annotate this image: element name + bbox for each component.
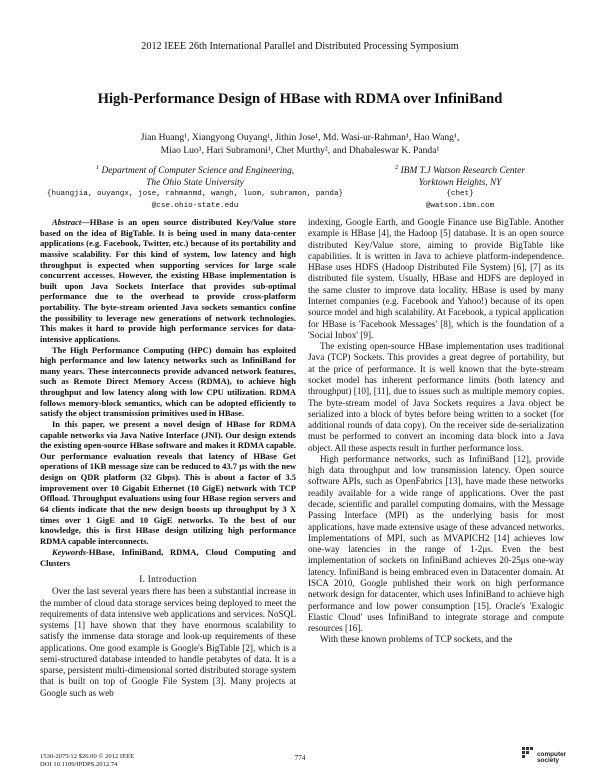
affiliation-city: Yorktown Heights, NY	[418, 177, 502, 188]
keywords-label: Keywords	[52, 547, 86, 558]
abstract-paragraph-2: The High Performance Computing (HPC) domain has exploited high performance and low latency networks such as InfiniBand for many years. These interconnects provide advanced network features, such as Remote Direct Memory Access (RDMA), to achieve high throughput and low latency along with low CPU utilization. RDMA follows memory-block semantics, which can be adopted efficiently to satisfy the object transmission primitives used in HBase.	[40, 344, 296, 419]
author-emails: {huangjia, ouyangx, jose, rahmanmd, wangh, luom, subramon, panda}	[46, 190, 344, 199]
abstract-paragraph-3: In this paper, we present a novel design of HBase for RDMA capable networks via Java Native Interface (JNI). Our design extends the existing open-source HBase software and makes it RDMA capable. Our performance evaluation reveals that latency of HBase Get operations of 1KB message size can be reduced to 43.7 μs with the new design on QDR platform (32 Gbps). This is about a factor of 3.5 improvement over 10 Gigabit Ethernet (10 GigE) network with TCP Offload. Throughput evaluations using four HBase region servers and 64 clients indicate that the new design boosts up throughput by 3 X times over 1 GigE and 10 GigE networks. To the best of our knowledge, this is first HBase design utilizing high performance RDMA capable interconnects.	[40, 418, 296, 546]
abstract-lead: Abstract	[52, 217, 82, 227]
affiliation-org: $^2$ IBM T.J Watson Research Center	[395, 163, 525, 176]
affiliation-right	[360, 163, 560, 212]
affiliation-university: The Ohio State University	[146, 177, 244, 188]
author-list	[40, 132, 560, 158]
keywords: Keywords-HBase, InfiniBand, RDMA, Cloud Computing and Clusters	[40, 547, 296, 568]
issn-line: 1530-2075/12 $26.00 © 2012 IEEE	[40, 753, 135, 760]
paper-title: High-Performance Design of HBase with RDMA over InfiniBand	[97, 91, 503, 107]
section-heading: I. Introduction	[139, 573, 197, 584]
intro-paragraph-4: With these known problems of TCP sockets, and the	[320, 634, 513, 645]
author-email: {chet}	[446, 190, 474, 199]
affiliation-marker: 2	[395, 163, 399, 171]
affiliation-marker: 1	[95, 163, 100, 171]
author-line-1: Jian Huang¹, Xiangyong Ouyang¹, Jithin Jose¹, Md. Wasi-ur-Rahman¹, Hao Wang¹,	[140, 132, 460, 143]
page-number: 774	[294, 754, 306, 762]
affiliation-dept: $^1$ Department of Computer Science and Engineering,	[95, 163, 295, 176]
intro-paragraph-1: Over the last several years there has been a substantial increase in the number of cloud data storage services being deployed to meet the requirements of data intensive web applications and services. NoSQL systems [1] have shown that they have enormous scalability to satisfy the immense data storage and look-up requirements of these applications. One good example is Google's BigTable [2], which is a semi-structured database intended to handle petabytes of data. It is a sparse, persistent multi-dimensional sorted distributed storage system that is built on top of Google File System [3]. Many projects at Google such as web	[40, 586, 296, 698]
intro-paragraph-3: High performance networks, such as InfiniBand [12], provide high data throughput and low transmission latency. Open source software APIs, such as OpenFabrics [13], have made these networks readily available for a wide range of applications. Over the past decade, scientific and parallel computing domains, with the Message Passing Interface (MPI) as the underlying basis for most applications, have made extensive usage of these advanced networks. Implementations of MPI, such as MVAPICH2 [14] achieves low one-way latencies in the range of 1-2μs. Even the best implementation of sockets on InfiniBand achieves 20-25μs one-way latency. InfiniBand is being embraced even in Datacenter domain. At ISCA 2010, Google published their work on high performance network design for datacenter, which uses InfiniBand to achieve high performance and low power consumption [15]. Oracle's 'Exalogic Elastic Cloud' uses InfiniBand to integrate storage and compute resources [16].	[308, 453, 564, 634]
email-domain: @watson.ibm.com	[425, 201, 495, 210]
computer-society-logo-text: computer society	[537, 751, 567, 765]
intro-paragraph-1-continued: indexing, Google Earth, and Google Finance use BigTable. Another example is HBase [4], the Hadoop [5] database. It is an open source distributed Key/Value store, aiming to provide BigTable like capabilities. It is written in Java to achieve platform-independence. HBase uses HDFS (Hadoop Distributed File System) [6], [7] as its distributed file system. Usually, HBase and HDFS are deployed in the same cluster to improve data locality. HBase is used by many Internet companies (e.g. Facebook and Yahoo!) because of its open source model and high scalability. At Facebook, a typical application for HBase is 'Facebook Messages' [8], which is the foundation of a 'Social Inbox' [9].	[308, 217, 564, 340]
conference-header: 2012 IEEE 26th International Parallel and Distributed Processing Symposium	[141, 41, 459, 52]
email-domain: @cse.ohio-state.edu	[151, 201, 239, 210]
left-column	[40, 217, 296, 699]
intro-paragraph-2: The existing open-source HBase implementation uses traditional Java (TCP) Sockets. This provides a great degree of portability, but at the price of performance. It is well known that the byte-stream socket model has inherent performance limits (both latency and throughput) [10], [11], due to issues such as multiple memory copies. The byte-stream model of Java Sockets requires a Java object be serialized into a block of bytes before being written to a socket (for additional rounds of data copy). On the receiver side de-serialization must be performed to convert an incoming data block into a Java object. All these aspects result in further performance loss.	[308, 341, 564, 453]
doi-line: DOI 10.1109/IPDPS.2012.74	[40, 761, 118, 769]
abstract	[40, 217, 296, 546]
abstract-paragraph-1: Abstract—HBase is an open source distributed Key/Value store based on the idea of BigTable. It is being used in many data-center applications (e.g. Facebook, Twitter, etc.) because of its portability and massive scalability. For this kind of system, low latency and high throughput is expected when supporting services for large scale concurrent accesses. However, the existing HBase implementation is built upon Java Sockets Interface that provides sub-optimal performance due to the overhead to provide cross-platform portability. The byte-stream oriented Java sockets semantics confine the possibility to leverage new generations of network technologies. This makes it hard to provide high performance services for data-intensive applications.	[40, 217, 296, 344]
right-column	[308, 217, 564, 646]
author-line-2: Miao Luo¹, Hari Subramoni¹, Chet Murthy², and Dhabaleswar K. Panda¹	[160, 144, 440, 156]
affiliation-left	[40, 163, 350, 212]
